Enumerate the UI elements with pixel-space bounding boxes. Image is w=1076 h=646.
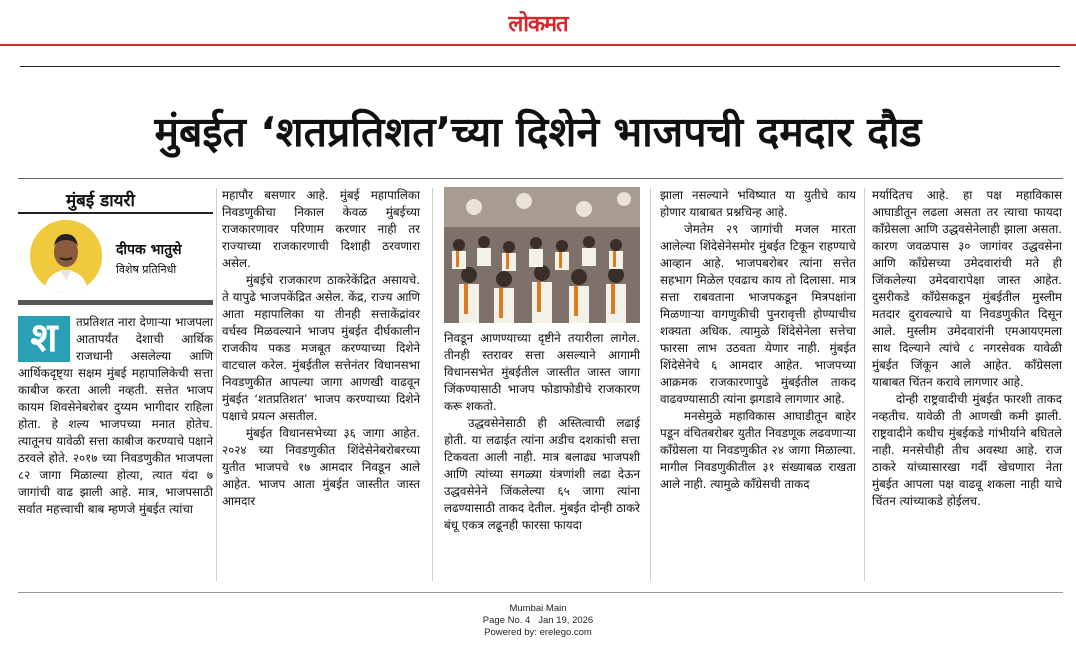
column-divider — [650, 188, 651, 581]
paragraph: उद्धवसेनेसाठी ही अस्तित्वाची लढाई होती. या लढाईत त्यांना अडीच दशकांची सत्ता टिकवता आली नाही. मात्र बलाढ्य भाजपशी आणि त्यांच्या सगळ्या यंत्रणांशी लढा देऊन उद्धवसेनेने जिंकलेल्या ६५ जागा त्यांना लढण्यासाठी ताकद देतील. मुंबईत दोन्ही ठाकरे बंधू एकत्र लढूनही फारसा फायदा — [444, 416, 640, 532]
byline-divider — [18, 300, 213, 305]
crowd-photo-icon — [444, 187, 640, 323]
article-column-2 — [222, 187, 420, 582]
article-column-1 — [18, 314, 213, 582]
top-divider — [20, 66, 1060, 67]
section-label: मुंबई डायरी — [66, 191, 135, 211]
paragraph: दोन्ही राष्ट्रवादीची मुंबईत फारशी ताकद नव्हतीच. यावेळी ती आणखी कमी झाली. राष्ट्रवादीने कधीच मुंबईकडे गांभीर्याने बघितले नाही. मनसेचीही तीच अवस्था आहे. राज ठाकरे यांच्यासारखा गर्दी खेचणारा नेता मुंबईत आपला पक्ष वाढवू शकला नाही याचे चिंतन त्यांच्याकडे होईलच. — [872, 392, 1062, 508]
page-footer — [0, 603, 1076, 639]
paragraph: मुंबईचे राजकारण ठाकरेकेंद्रित असायचे. ते यापुढे भाजपकेंद्रित असेल. केंद्र, राज्य आणि आता महापालिका या तीनही सत्ताकेंद्रांवर वर्चस्व मिळवल्याने भाजप मुंबईत दीर्घकालीन राजकीय पकड मजबूत करण्याच्या दिशेने वाटचाल करेल. मुंबईतील सत्तेनंतर विधानसभा निवडणुकीत आपल्या जागा आणखी वाढवून मुंबईत ‘शतप्रतिशत’ भाजप करण्याच्या दिशेने पक्षाचे प्रयत्न असतील. — [222, 273, 420, 423]
paragraph: तप्रतिशत नारा देणाऱ्या भाजपला आतापर्यंत देशाची आर्थिक राजधानी असलेल्या आणि आर्थिकदृष्ट्या सक्षम मुंबई महापालिकेची सत्ता काबीज करता आली नव्हती. सत्तेत भाजप कायम शिवसेनेबरोबर दुय्यम भागीदार राहिला होता. हे शल्य भाजपच्या मनात होतेच. त्यातूनच यावेळी सत्ता काबीज करण्याचे पक्षाने ठरवले होते. २०१७ च्या निवडणुकीत भाजपला ८२ जागा मिळाल्या होत्या, त्यात यंदा ७ जागांची वाढ झाली आहे. मात्र, भाजपसाठी सर्वात महत्त्वाची बाब म्हणजे मुंबईत त्यांचा — [18, 315, 213, 516]
page-date: Jan 19, 2026 — [538, 615, 594, 626]
column-divider — [864, 188, 865, 581]
masthead — [0, 0, 1076, 46]
footer-divider — [18, 592, 1063, 593]
lokmat-logo[interactable]: लोकमत — [508, 12, 568, 37]
page-info — [0, 615, 1076, 627]
author-portrait-icon — [30, 220, 102, 292]
paragraph: मर्यादितच आहे. हा पक्ष महाविकास आघाडीतून लढला असता तर त्याचा फायदा काँग्रेसला आणि उद्धवसेनेलाही झाला असता. कारण जवळपास ३० जागांवर उद्धवसेना आणि काँग्रेसच्या उमेदवारांची मते ही जिंकलेल्या उमेदवारापेक्षा जास्त आहेत. दुसरीकडे काँग्रेसकडून मुंबईतील मुस्लीम मतदार दुरावल्याचे या निवडणुकीत दिसून आले. मुस्लीम उमेदवारांनी एमआयएमला साथ दिल्याने त्यांचे ८ नगरसेवक यावेळी मुंबईत जिंकून आले आहेत. काँग्रेसला याबाबत चिंतन करावे लागणार आहे. — [872, 188, 1062, 389]
article-column-5 — [872, 187, 1062, 582]
paragraph: मुंबईत विधानसभेच्या ३६ जागा आहेत. २०२४ च्या निवडणुकीत शिंदेसेनेबरोबरच्या युतीत भाजपचे १७ आमदार निवडून आले आहेत. भाजप आता मुंबईत जास्तीत जास्त आमदार — [222, 426, 420, 508]
author-name: दीपक भातुसे — [116, 242, 182, 258]
paragraph: जेमतेम २९ जागांची मजल मारता आलेल्या शिंदेसेनेसमोर मुंबईत टिकून राहण्याचे आव्हान आहे. भाजपबरोबर त्यांना सत्तेत सहभाग मिळेल एवढाच काय तो दिलासा. मात्र सत्ता राबवताना भाजपकडून मित्रपक्षांना मिळणाऱ्या वागणुकीची पुनरावृत्ती होण्याचीच शक्यता अधिक. त्यामुळे शिंदेसेनेला सत्तेचा फारसा लाभ उठवता येणार नाही. मुंबईत शिंदेसेनेचे ६ आमदार आहेत. भाजपच्या आक्रमक राजकारणापुढे मुंबईतील ताकद वाढवण्यासाठी त्यांना झगडावे लागणार आहे. — [660, 222, 856, 406]
column-divider — [216, 188, 217, 581]
author-role: विशेष प्रतिनिधी — [116, 263, 177, 276]
article-column-3 — [444, 330, 640, 582]
powered-by-link[interactable]: Powered by: erelego.com — [484, 627, 592, 638]
author-avatar — [30, 220, 102, 292]
paragraph: महापौर बसणार आहे. मुंबई महापालिका निवडणुकीचा निकाल केवळ मुंबईच्या राजकारणावर परिणाम करणार नाही तर राज्याच्या राजकारणाची दिशाही ठरवणारा असेल. — [222, 188, 420, 270]
drop-cap: श — [18, 316, 70, 362]
article-column-4 — [660, 187, 856, 582]
paragraph: निवडून आणण्याच्या दृष्टीने तयारीला लागेल. तीनही स्तरावर सत्ता असल्याने आगामी विधानसभेत मुंबईतील जास्तीत जास्त जागा जिंकण्यासाठी भाजप फोडाफोडीचे राजकारण करू शकतो. — [444, 331, 640, 413]
paragraph: मनसेमुळे महाविकास आघाडीतून बाहेर पडून वंचितबरोबर युतीत निवडणूक लढवणाऱ्या काँग्रेसला या निवडणुकीत २४ जागा मिळाल्या. मागील निवडणुकीतील ३१ संख्याबळ राखता आले नाही. त्यामुळे काँग्रेसची ताकद — [660, 409, 856, 491]
article-photo[interactable] — [444, 187, 640, 323]
page-number: Page No. 4 — [482, 615, 531, 626]
headline-divider — [18, 178, 1063, 179]
article-headline: मुंबईत ‘शतप्रतिशत’च्या दिशेने भाजपची दमदार दौड — [154, 108, 922, 156]
section-divider — [18, 212, 213, 214]
column-divider — [432, 188, 433, 581]
edition-label: Mumbai Main — [509, 603, 567, 614]
paragraph: झाला नसल्याने भविष्यात या युतीचे काय होणार याबाबत प्रश्नचिन्ह आहे. — [660, 188, 856, 219]
